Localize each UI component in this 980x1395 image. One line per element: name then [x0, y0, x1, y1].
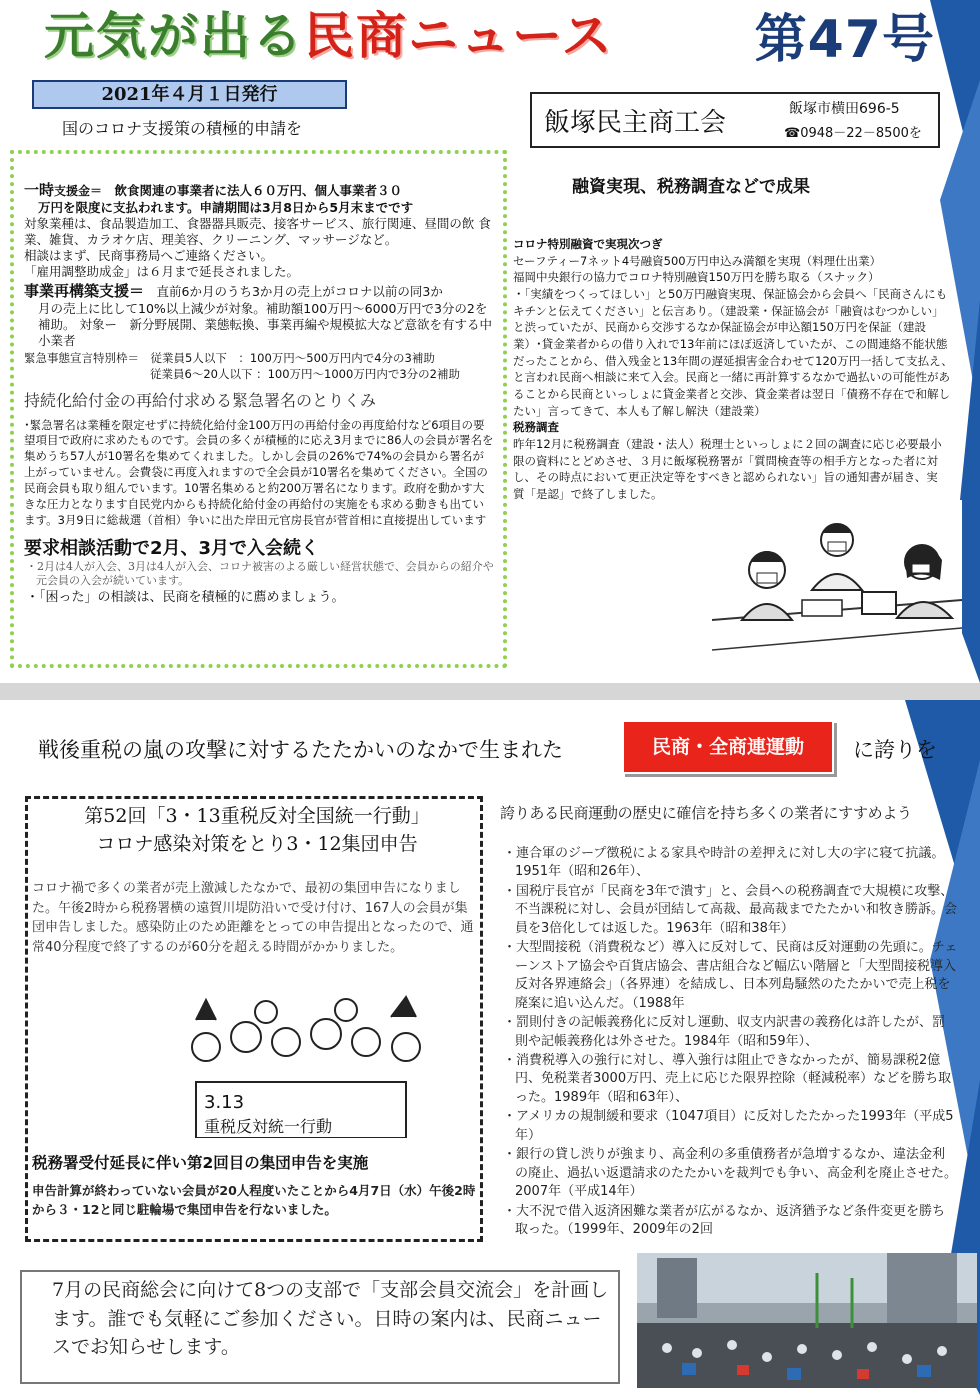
ichiji-line-5: 「雇用調整助成金」は６月まで延長されました。 [24, 264, 300, 280]
issue-number: 第47号 [754, 10, 935, 70]
history-item: ・銀行の貸し渋りが強まり、高金利の多重債務者が急増するなか、違法金利の廃止、過払い返還請求のたたかいを裁判でも争い、高金利を廃止させた。2007年（平成14年） [503, 1147, 958, 1200]
crowd-illustration [166, 992, 438, 1138]
meeting-notice: 7月の民商総会に向けて8つの支部で「支部会員交流会」を計画します。誰でも気軽にご参加ください。日時の案内は、民商ニュースでお知らせします。 [20, 1270, 620, 1384]
petition-body: ･緊急署名は業種を限定せずに持続化給付金100万円の再給付金の再度給付など6項目の要望項目で政府に求めたものです。会員の多くが積極的に応え3月までに86人の会員が署名を集めうち57人が10署名を集めてくれました。しかし会員の26%で74%の会員から署名が上がっていません。会費袋に再度入れますので全会員が10署名を集めてください。全国の民商会員も取り組んでいます。10署名集めると約200万署名になります。政府を動かす大きな圧力となります自民党内からも持続化給付金の再給付の実施をも求める動きも出ています。3月9日に総裁選（首相）争いに出た岸田元官房長官が菅首相に直接提出しています [24, 417, 494, 527]
ichiji-sub: 支援金＝ [54, 184, 103, 198]
history-item: ・消費税導入の強行に対し、導入強行は阻止できなかったが、簡易課税2億円、免税業者3000万円、売上に応じた限界控除（軽減税率）などを勝ち取った。1989年（昭和63年）、 [503, 1052, 952, 1105]
saikochiku-line-1: 直前6か月のうち3か月の売上がコロナ以前の同3か [144, 284, 443, 300]
rally-photo [637, 1253, 977, 1388]
box-title-2: コロナ感染対策をとり3・12集団申告 [96, 833, 418, 855]
box-body: コロナ禍で多くの業者が売上激減したなかで、最初の集団申告になりました。午後2時から税務署横の遠賀川堤防沿いで受け付け、167人の会員が集団申告しました。感染防止のため距離をとっての申告提出となったので、通常40分程度で終了するのが60分を超える時間がかかりました。 [32, 881, 474, 955]
loan-title: コロナ特別融資で実現次つぎ [513, 237, 663, 251]
page-gap [0, 683, 980, 700]
loan-line-3: ・「実績をつくってほしい」と50万円融資実現、保証協会から会員へ「民商さんにもキチンと伝えてください」と伝言あり。（建設業・保証協会が「融資はむつかしい」と渋っていたが、民商から交渉するなか保証協会が申込額150万円を保証（建設業）･貸金業者からの借り入れで13年前にほぼ返済していたが、この間連絡不能状態だったことから、借入残金と13年間の遅延損害金合わせて120万円一括して支払え、と言われ民商へ相談に来て入会。民商と一緒に再計算するなかで過払いの可能性があることから民商といっしょに貸金業者と交渉、貸金業者は翌日「債務不存在で和解したい」言ってきて、本人も了解し解決（建設業） [513, 287, 953, 418]
extension-title: 税務署受付延長に伴い第2回目の集団申告を実施 [32, 1154, 369, 1172]
loan-line-2: 福岡中央銀行の協力でコロナ特別融資150万円を勝ち取る（スナック） [513, 270, 880, 285]
ichiji-line-4: 相談はまず、民商事務局へご連絡ください。 [24, 248, 274, 264]
demand-bullet-1: ・2月は4人が入会、3月は4人が入会、コロナ被害のよる厳しい経営状態で、会員からの紹介や元会員の入会が続いています。 [26, 559, 494, 587]
petition-title: 持続化給付金の再給付求める緊急署名のとりくみ [24, 391, 377, 411]
history-item: ・大型間接税（消費税など）導入に反対して、民商は反対運動の先頭に。チェーンストア協会や百貨店協会、書店組合など幅広い階層と「大型間接税導入反対各界連絡会」（各界連）を結成し、日本列島騒然のたたかいで売上税を廃案に追い込んだ。（1988年 [503, 940, 958, 1011]
demand-bullet-1-text: 2月は4人が入会、3月は4人が入会、コロナ被害のよる厳しい経営状態で、会員からの紹介や元会員の入会が続いています。 [36, 559, 494, 587]
minsho-badge: 民商・全商連運動 [622, 720, 834, 774]
demand-bullet-2: ・「困った」の相談は、民商を積極的に薦めましょう。 [26, 589, 345, 605]
sign-text: 3.13 [204, 1092, 245, 1113]
masthead-red: 民商ニュース [304, 7, 614, 65]
history-item-text: 大不況で借入返済困難な業者が広がるなか、返済猶予など条件変更を勝ち取った。（1999年、2009年の2回 [515, 1203, 946, 1238]
demand-title: 要求相談活動で2月、3月で入会続く [24, 537, 320, 559]
page-1 [0, 0, 980, 683]
ichiji-lead: 飲食関連の事業者に法人６０万円、個人事業者３０ [102, 183, 403, 198]
history-item: ・罰則付きの記帳義務化に反対し運動、収支内訳書の義務化は許したが、罰則や記帳義務化は外させた。1984年（昭和59年）、 [503, 1015, 946, 1049]
sign-text-2: 重税反対統一行動 [204, 1117, 333, 1136]
tax-body: 昨年12月に税務調査（建設・法人）税理士といっしょに２回の調査に応じ必要最小限の資料にとどめさせ、３月に飯塚税務署が「質問検査等の相手方となった者に対し、その時点において更正決定等をすべきと認められない」旨の通知書が届き、実質「是認」で終了しました。 [513, 437, 942, 502]
history-item: ・国税庁長官が「民商を3年で潰す」と、会員への税務調査で大規模に攻撃、不当課税に対し、会員が団結して高裁、最高裁までたたかい和牧き勝訴。会員を3倍化しては返した。1963年（昭和38年） [503, 883, 958, 936]
support-box [10, 150, 507, 668]
history-item: ・連合軍のジープ徴税による家具や時計の差押えに対し大の字に寝て抗議。1951年（昭和26年）、 [503, 846, 945, 880]
masthead [44, 8, 614, 64]
consultation-illustration [712, 500, 962, 672]
intro-text: 国のコロナ支援策の積極的申請を [62, 119, 303, 138]
saikochiku-line-2: 月の売上に比して10%以上減少が対象。補助額100万円～6000万円で3分の2を補助。 対象ー 新分野展開、業態転換、事業再編や規模拡大など意欲を有する中小業者 [38, 301, 492, 349]
history-item-text: 大型間接税（消費税など）導入に反対して、民商は反対運動の先頭に。チェーンストア協会や百貨店協会、書店組合など幅広い階層と「大型間接税導入反対各界連絡会」（各界連）を結成し、日本列島騒然のたたかいで売上税を廃案に追い込んだ。（1988年 [515, 940, 958, 1011]
results-heading: 融資実現、税務調査などで成果 [572, 177, 810, 197]
organization-box [530, 92, 940, 148]
saikochiku-line-3: 緊急事態宣言特別枠＝ 従業員5人以下 ：100万円～500万円内で4分の3補助 [24, 351, 435, 366]
ichiji-line-2: 万円を限度に支払われます。申請期間は3月8日から5月末までです [38, 200, 414, 216]
history-list [503, 845, 958, 1241]
saikochiku-line-4: 従業員6～20人以下 ：100万円～1000万円内で3分の2補助 [150, 367, 460, 382]
history-item: ・大不況で借入返済困難な業者が広がるなか、返済猶予など条件変更を勝ち取った。（1999年、2009年の2回 [503, 1203, 946, 1238]
extension-body: 申告計算が終わっていない会員が20人程度いたことから4月7日（水）午後2時から３・12と同じ駐輪場で集団申告を行ないました。 [32, 1183, 476, 1217]
org-address: 飯塚市横田696-5 [789, 101, 900, 117]
history-heading: 誇りある民商運動の歴史に確信を持ち多くの業者にすすめよう [500, 804, 912, 822]
org-tel: ☎0948－22－8500を [784, 126, 922, 141]
org-name: 飯塚民主商工会 [544, 108, 727, 138]
slogan-right: に誇りを [853, 738, 937, 762]
issue-date: 2021年４月１日発行 [32, 80, 347, 109]
page-2 [0, 700, 980, 1395]
loan-line-1: セーフティー7ネット4号融資500万円申込み満額を実現（料理仕出業） [513, 253, 882, 268]
results-column [513, 236, 953, 503]
history-item: ・アメリカの規制緩和要求（1047項目）に反対したたかった1993年（平成5年） [503, 1109, 954, 1143]
ichiji-line-3: 対象業種は、食品製造加工、食器器具販売、接客サービス、旅行関連、昼間の飲 食業、雑貨、カラオケ店、理美容、クリーニング、マッサージなど。 [24, 216, 491, 248]
masthead-green: 元気が出る [44, 7, 304, 65]
tax-title: 税務調査 [513, 420, 559, 435]
saikochiku-title: 事業再構築支援＝ [24, 282, 145, 301]
history-item-text: 消費税導入の強行に対し、導入強行は阻止できなかったが、簡易課税2億円、免税業者3000万円、売上に応じた限界控除（軽減税率）などを勝ち取った。1989年（昭和63年）、 [515, 1052, 952, 1105]
history-item-text: 連合軍のジープ徴税による家具や時計の差押えに対し大の字に寝て抗議。1951年（昭和26年）、 [515, 846, 945, 880]
history-item-text: 罰則付きの記帳義務化に反対し運動、収支内訳書の義務化は許したが、罰則や記帳義務化は外させた。1984年（昭和59年）、 [515, 1015, 946, 1049]
box-title-1: 第52回「3・13重税反対全国統一行動」 [84, 805, 430, 827]
history-item-text: 銀行の貸し渋りが強まり、高金利の多重債務者が急増するなか、違法金利の廃止、過払い返還請求のたたかいを裁判でも争い、高金利を廃止させた。2007年（平成14年） [515, 1147, 958, 1200]
slogan-left: 戦後重税の嵐の攻撃に対するたたかいのなかで生まれた [38, 738, 563, 762]
history-item-text: 国税庁長官が「民商を3年で潰す」と、会員への税務調査で大規模に攻撃、不当課税に対し、会員が団結して高裁、最高裁までたたかい和牧き勝訴。会員を3倍化しては返した。1963年（昭和38年） [515, 883, 958, 936]
demand-bullet-2-text: 「困った」の相談は、民商を積極的に薦めましょう。 [39, 589, 345, 605]
history-item-text: アメリカの規制緩和要求（1047項目）に反対したたかった1993年（平成5年） [515, 1109, 954, 1143]
ichiji-title: 一時 [24, 181, 55, 199]
